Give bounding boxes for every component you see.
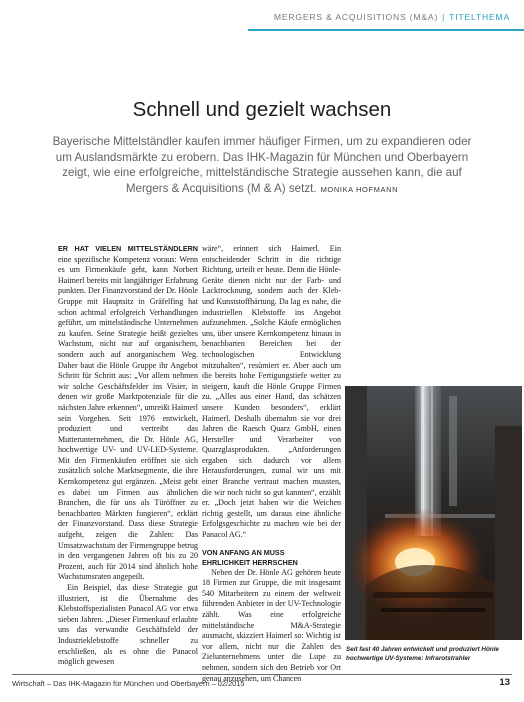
subhead-line-2: EHRLICHKEIT HERRSCHEN [202, 557, 298, 567]
column1-paragraph-1 [58, 244, 198, 583]
header-rule [248, 29, 524, 31]
photo-caption: Seit fast 40 Jahren entwickelt und produziert Hönle hochwertige UV-Systeme: Infrarotstrahler [346, 646, 499, 662]
article-photo [345, 386, 522, 640]
header-separator: | [442, 12, 446, 22]
article-title: Schnell und gezielt wachsen [132, 98, 392, 121]
footer-rule [12, 674, 512, 675]
lead-text: Bayerische Mittelständler kaufen immer häufiger Firmen, um zu expandieren oder um Auslandsmärkte zu erobern. Das IHK-Magazin für München und Oberbayern zeigt, wie eine erfolgreiche, mittelständische Strategie aussehen kann, die auf Mergers & Acquisitions (M & A) setzt. [52, 135, 472, 195]
footer-publication: Wirtschaft – Das IHK-Magazin für München und Oberbayern – 02/2015 [12, 679, 245, 688]
glass-tube-infrared-photo-icon [345, 386, 522, 640]
author-byline: MONIKA HOFMANN [320, 184, 399, 194]
column2-paragraph-2: Neben der Dr. Hönle AG gehören heute 18 Firmen zur Gruppe, die mit insgesamt 540 Mitarbeitern zu einem der weltweit führenden Anbieter in der UV-Technologie zählt. Was eine erfolgreiche mittelständische M&A-Strategie ausmacht, skizziert Haimerl so: Wichtig ist vor allem, nicht nur die Zahlen des Zielunternehmens unter die Lupe zu nehmen, sondern sich den Betrieb vor Ort genau anzusehen, um Chancen [202, 567, 341, 683]
category-label: TITELTHEMA [449, 12, 510, 22]
running-header [274, 12, 510, 22]
subhead-line-1: VON ANFANG AN MUSS [202, 547, 285, 557]
section-subhead [202, 548, 341, 568]
article-lead [52, 134, 472, 197]
text-column-2 [202, 244, 341, 684]
article-kicker: ER HAT VIELEN MITTELSTÄNDLERN [58, 244, 198, 253]
page-number: 13 [499, 677, 510, 688]
column1-paragraph-2: Ein Beispiel, das diese Strategie gut illustriert, ist die Übernahme des Klebstoffspezialisten Panacol AG vor etwa sieben Jahren. „Dieser Firmenkauf erlaubte uns das verwandte Geschäftsfeld der Industrieklebstoffe schneller zu erschließen, als es ohne die Panacol möglich gewesen [58, 583, 198, 667]
column2-paragraph-1: wäre“, erinnert sich Haimerl. Ein entscheidender Schritt in die richtige Richtung, urteilt er heute. Denn die Hönle-Geräte dienen nicht nur der Farb- und Lacktrocknung, sondern auch der Kleb- und Kunststoffhärtung. Da lag es nahe, die industriellen Klebstoffe ins Angebot aufzunehmen. „Solche Käufe ermöglichen uns, über unsere Kernkompetenz hinaus in benachbarten Bereichen bei der technologischen Entwicklung mitzuhalten“, resümiert er. Aber auch um die bereits hohe Fertigungstiefe weiter zu steigern, kauft die Hönle Gruppe Firmen zu. „Alles aus einer Hand, das schätzen unsere Kunden besonders“, erklärt Haimerl. Deshalb übernahm sie vor drei Jahren die Raesch Quarz GmbH, einen Hersteller und Verarbeiter von Quarzglasprodukten. „Anforderungen ergaben sich dadurch vor allem Herausforderungen, zumal wir uns mit einer Branche vertraut machen mussten, die wir noch nicht so gut kannten“, erzählt er. „Doch jetzt haben wir die Weichen richtig gestellt, um daraus eine ähnliche Erfolgsgeschichte zu machen wie bei der Panacol AG.“ [202, 244, 341, 540]
text-column-1 [58, 244, 198, 668]
section-name: MERGERS & ACQUISITIONS (M&A) [273, 12, 439, 22]
column1-text: eine spezifische Kompetenz voraus: Wenn es um Firmenkäufe geht, kann Norbert Haimerl bereits mit langjähriger Erfahrung punkten. Der Finanzvorstand der Dr. Hönle Gruppe mit Hauptsitz in Gräfelfing hat schon achtmal erfolgreich Verhandlungen geführt, um mittelständische Unternehmen zu kaufen. Seine Strategie heißt gezieltes Wachstum, nicht nur auf organischem, sondern auch auf anorganischem Weg. Daher baut die Hönle Gruppe ihr Angebot Schritt für Schritt aus: „Vor allem nehmen wir solche Geschäftsfelder ins Visier, in denen wir große Marktpotenziale für die nächsten Jahre erkennen“, umreißt Haimerl sein Vorgehen. Seit 1976 entwickelt, produziert und vertreibt das Mutterunternehmen, die Dr. Hönle AG, hochwertige UV- und UV-LED-Systeme. Mit den Firmenkäufen eröffnet sie sich zusätzlich solche Marktsegmente, die ihre Kernkompetenz gut ergänzen. „Meist geht es dabei um Firmen aus ähnlichen Branchen, die für uns als Türöffner zu benachbarten Märkten fungieren“, erklärt der Finanzvorstand. Dass diese Strategie aufgeht, zeigen die Zahlen: Das Umsatzwachstum der Firmengruppe betrug in den vergangenen Jahren oft bis zu 20 Prozent, auch für 2014 sind ähnlich hohe Wachstumsraten angepeilt. [58, 254, 198, 582]
